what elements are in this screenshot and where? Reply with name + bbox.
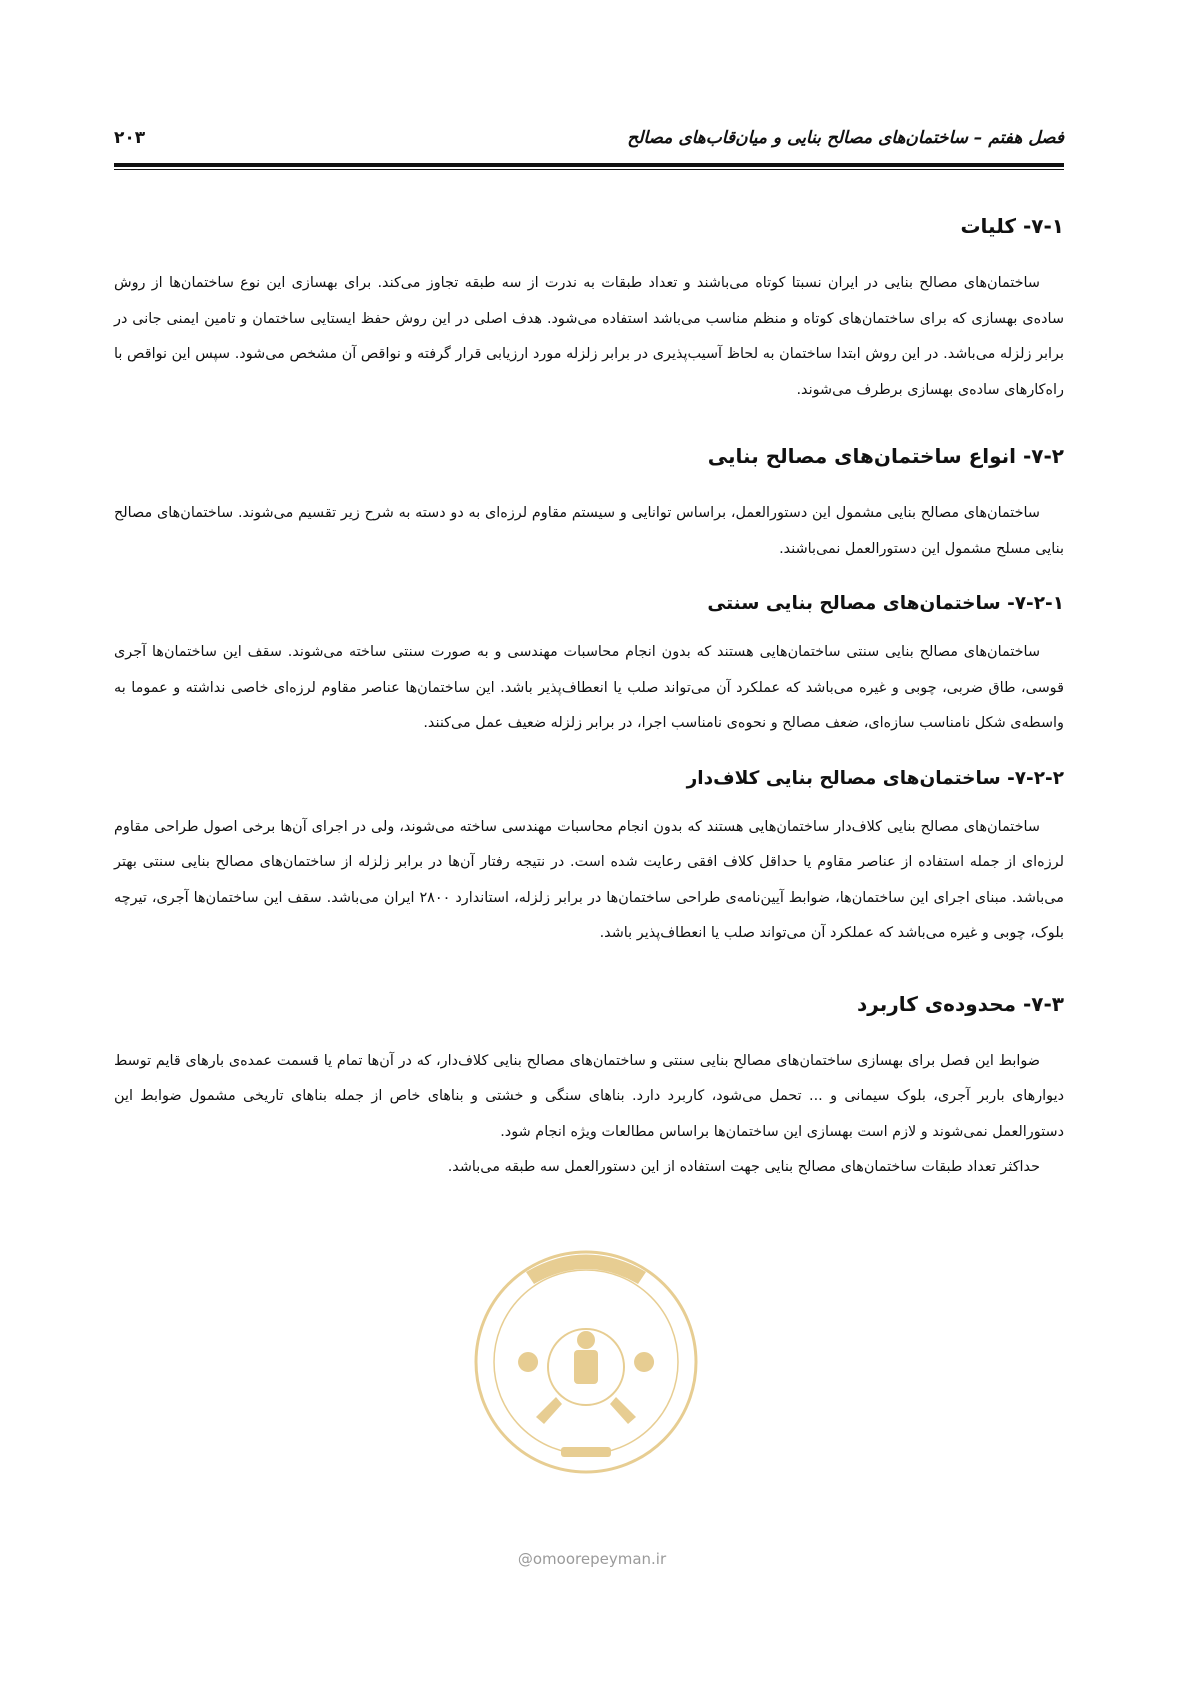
paragraph: ساختمان‌های مصالح بنایی در ایران نسبتا کوتاه می‌باشند و تعداد طبقات به ندرت از سه طبقه تجاوز می‌کند. برای بهسازی این نوع ساختمان‌ها از روش ساده‌ی بهسازی که برای ساختمان‌های کوتاه و منظم مناسب می‌باشد استفاده می‌شود. هدف اصلی در این روش حفظ ایستایی ساختمان و تامین ایمنی جانی در برابر زلزله می‌باشد. در این روش ابتدا ساختمان به لحاظ آسیب‌پذیری در برابر زلزله مورد ارزیابی قرار گرفته و نواقص آن مشخص می‌شود. سپس این نواقص با راه‌کارهای ساده‌ی بهسازی برطرف می‌شوند. <box>114 275 1064 398</box>
watermark-url: @omoorepeyman.ir <box>517 1550 667 1568</box>
paragraph: ساختمان‌های مصالح بنایی کلاف‌دار ساختمان‌هایی هستند که بدون انجام محاسبات مهندسی ساخته می‌شوند، ولی در اجرای آن‌ها برخی اصول طراحی مقاوم لرزه‌ای از جمله استفاده از عناصر مقاوم یا حداقل کلاف افقی رعایت شده است. در نتیجه رفتار آن‌ها در برابر زلزله از ساختمان‌های مصالح بنایی سنتی بهتر می‌باشد. مبنای اجرای این ساختمان‌ها، ضوابط آیین‌نامه‌ی طراحی ساختمان‌ها در برابر زلزله، استاندارد ۲۸۰۰ ایران می‌باشد. سقف این ساختمان‌ها آجری، تیرچه بلوک، چوبی و غیره می‌باشد که عملکرد آن می‌تواند صلب یا انعطاف‌پذیر باشد. <box>114 818 1064 941</box>
section-heading-general: ۷-۱- کلیات <box>960 214 1064 238</box>
running-title: فصل هفتم – ساختمان‌های مصالح بنایی و میان‌قاب‌های مصالح <box>627 128 1064 148</box>
paragraph: حداکثر تعداد طبقات ساختمان‌های مصالح بنایی جهت استفاده از این دستورالعمل سه طبقه می‌باشد. <box>447 1159 1040 1175</box>
running-header <box>114 128 1064 158</box>
subsection-heading-confined: ۷-۲-۲- ساختمان‌های مصالح بنایی کلاف‌دار <box>686 767 1064 789</box>
paragraph: ضوابط این فصل برای بهسازی ساختمان‌های مصالح بنایی سنتی و ساختمان‌های مصالح بنایی کلاف‌دار، که در آن‌ها تمام یا قسمت عمده‌ی بارهای قایم توسط دیوارهای باربر آجری، بلوک سیمانی و ... تحمل می‌شود، کاربرد دارد. بناهای سنگی و خشتی و بناهای خاص از جمله بناهای تاریخی مشمول ضوابط این دستورالعمل نمی‌شوند و لازم است بهسازی این ساختمان‌ها براساس مطالعات ویژه انجام شود. <box>114 1052 1064 1140</box>
paragraph: ساختمان‌های مصالح بنایی مشمول این دستورالعمل، براساس توانایی و سیستم مقاوم لرزه‌ای به دو دسته به شرح زیر تقسیم می‌شوند. ساختمان‌های مصالح بنایی مسلح مشمول این دستورالعمل نمی‌باشند. <box>114 505 1064 557</box>
subsection-heading-traditional: ۷-۲-۱- ساختمان‌های مصالح بنایی سنتی <box>707 593 1064 614</box>
header-rule-thin <box>114 169 1064 170</box>
paragraph: ساختمان‌های مصالح بنایی سنتی ساختمان‌هایی هستند که بدون انجام محاسبات مهندسی و به صورت سنتی ساخته می‌شوند. سقف این ساختمان‌ها آجری قوسی، طاق ضربی، چوبی و غیره می‌باشد که عملکرد آن می‌تواند صلب یا انعطاف‌پذیر باشد. این ساختمان‌ها عناصر مقاوم لرزه‌ای خاصی نداشته و عموما به واسطه‌ی شکل نامناسب سازه‌ای، ضعف مصالح و نحوه‌ی نامناسب اجرا، در برابر زلزله ضعیف عمل می‌کنند. <box>114 644 1064 731</box>
section-heading-types: ۷-۲- انواع ساختمان‌های مصالح بنایی <box>707 444 1064 468</box>
page-number: ۲۰۳ <box>114 128 146 148</box>
header-rule-thick <box>114 163 1064 167</box>
watermark-seal-icon <box>466 1232 706 1492</box>
body-content <box>114 212 1064 1186</box>
section-heading-scope: ۷-۳- محدوده‌ی کاربرد <box>857 991 1064 1016</box>
